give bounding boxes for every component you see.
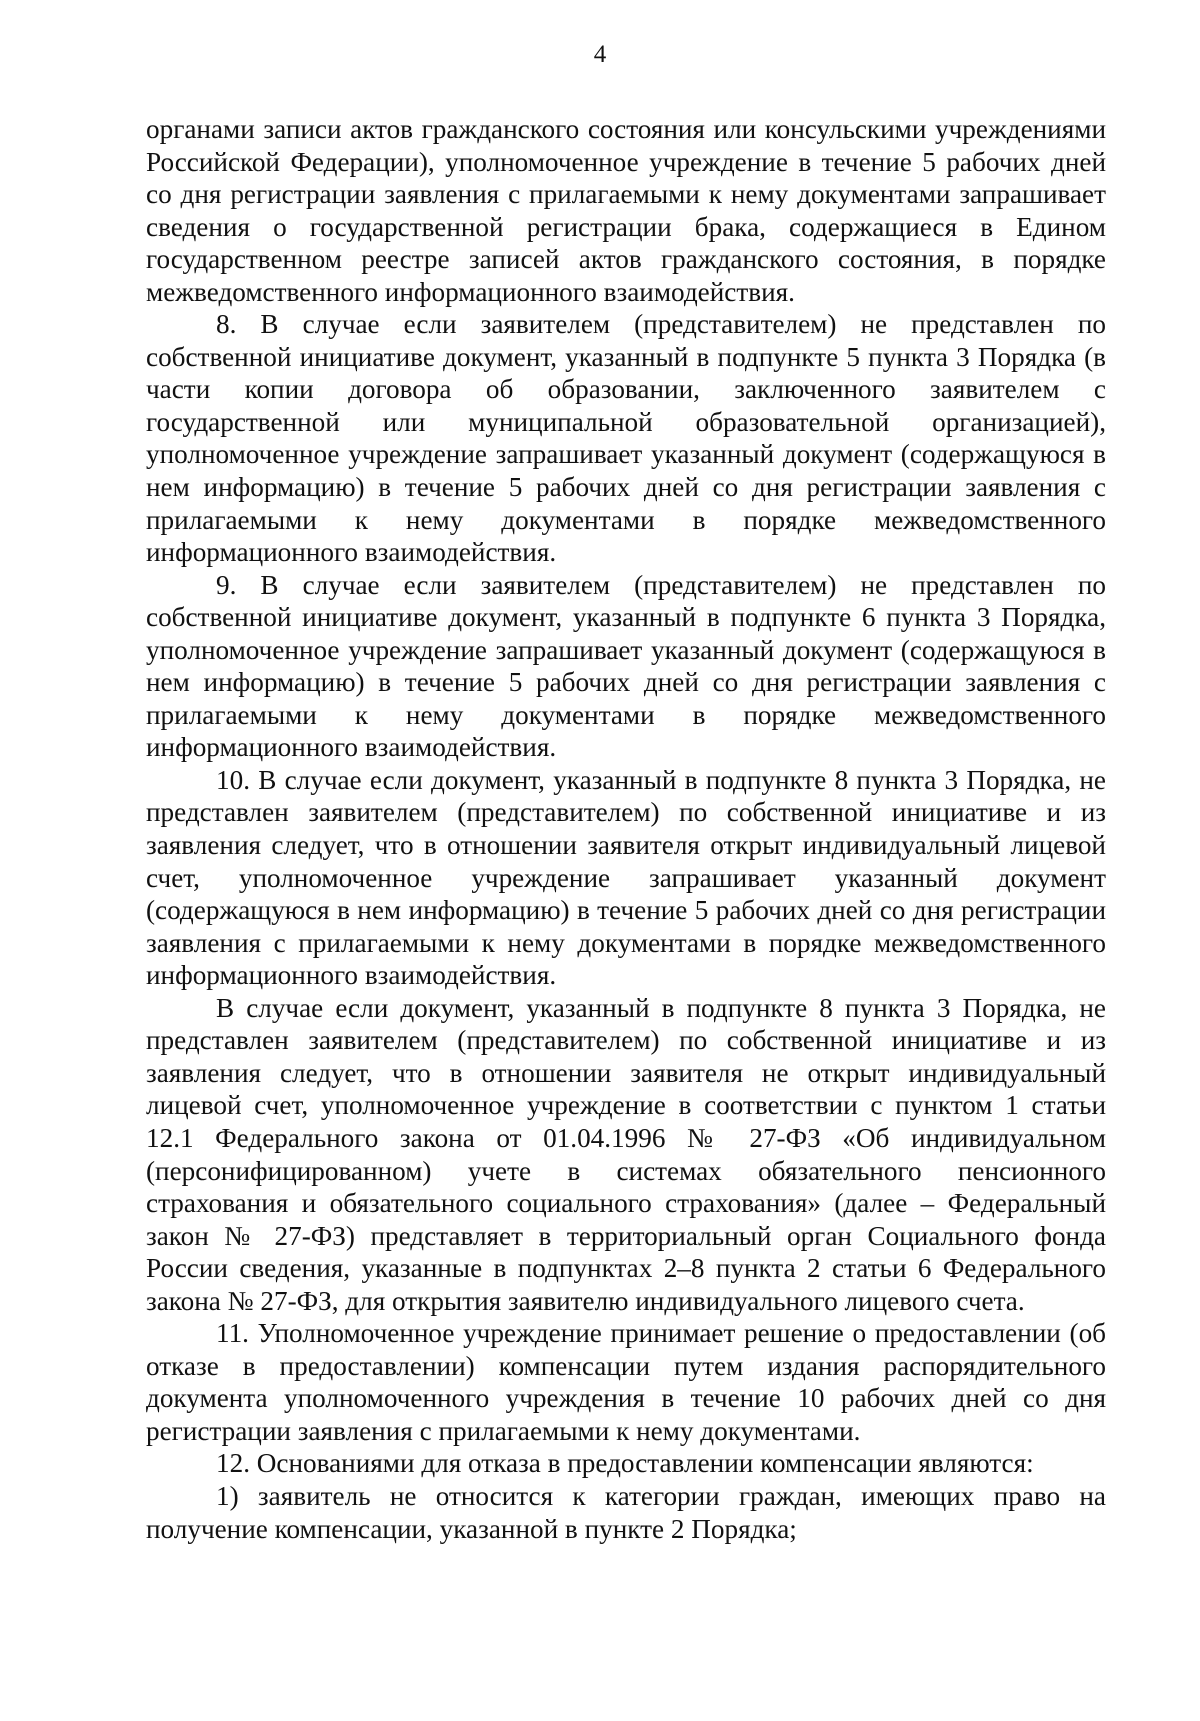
paragraph-item-8: 8. В случае если заявителем (представителем) не представлен по собственной инициативе документ, указанный в подпункте 5 пункта 3 Порядка (в части копии договора об образовании, заключенного заявителем с государственной или муниципальной образовательной организацией), уполномоченное учреждение запрашивает указанный документ (содержащуюся в нем информацию) в течение 5 рабочих дней со дня регистрации заявления с прилагаемыми к нему документами в порядке межведомственного информационного взаимодействия.	[146, 309, 1106, 568]
paragraph-continuation: органами записи актов гражданского состояния или консульскими учреждениями Российской Федерации), уполномоченное учреждение в течение 5 рабочих дней со дня регистрации заявления с прилагаемыми к нему документами запрашивает сведения о государственной регистрации брака, содержащиеся в Едином государственном реестре записей актов гражданского состояния, в порядке межведомственного информационного взаимодействия.	[146, 114, 1106, 307]
page-number: 4	[593, 41, 607, 68]
paragraph-item-10-second: В случае если документ, указанный в подпункте 8 пункта 3 Порядка, не представлен заявителем (представителем) по собственной инициативе и из заявления следует, что в отношении заявителя не открыт индивидуальный лицевой счет, уполномоченное учреждение в соответствии с пунктом 1 статьи 12.1 Федерального закона от 01.04.1996 № 27-ФЗ «Об индивидуальном (персонифицированном) учете в системах обязательного пенсионного страхования и обязательного социального страхования» (далее – Федеральный закон № 27-ФЗ) представляет в территориальный орган Социального фонда России сведения, указанные в подпунктах 2–8 пункта 2 статьи 6 Федерального закона № 27-ФЗ, для открытия заявителю индивидуального лицевого счета.	[146, 992, 1106, 1316]
paragraph-item-9: 9. В случае если заявителем (представителем) не представлен по собственной инициативе документ, указанный в подпункте 6 пункта 3 Порядка, уполномоченное учреждение запрашивает указанный документ (содержащуюся в нем информацию) в течение 5 рабочих дней со дня регистрации заявления с прилагаемыми к нему документами в порядке межведомственного информационного взаимодействия.	[146, 569, 1106, 763]
paragraph-item-12: 12. Основаниями для отказа в предоставлении компенсации являются:	[216, 1448, 1034, 1479]
document-body	[146, 113, 1106, 1545]
paragraph-item-10: 10. В случае если документ, указанный в подпункте 8 пункта 3 Порядка, не представлен заявителем (представителем) по собственной инициативе и из заявления следует, что в отношении заявителя открыт индивидуальный лицевой счет, уполномоченное учреждение запрашивает указанный документ (содержащуюся в нем информацию) в течение 5 рабочих дней со дня регистрации заявления с прилагаемыми к нему документами в порядке межведомственного информационного взаимодействия.	[146, 764, 1106, 991]
paragraph-item-11: 11. Уполномоченное учреждение принимает решение о предоставлении (об отказе в предоставлении) компенсации путем издания распорядительного документа уполномоченного учреждения в течение 10 рабочих дней со дня регистрации заявления с прилагаемыми к нему документами.	[146, 1318, 1106, 1446]
paragraph-item-12-subitem-1: 1) заявитель не относится к категории граждан, имеющих право на получение компенсации, указанной в пункте 2 Порядка;	[146, 1480, 1106, 1544]
